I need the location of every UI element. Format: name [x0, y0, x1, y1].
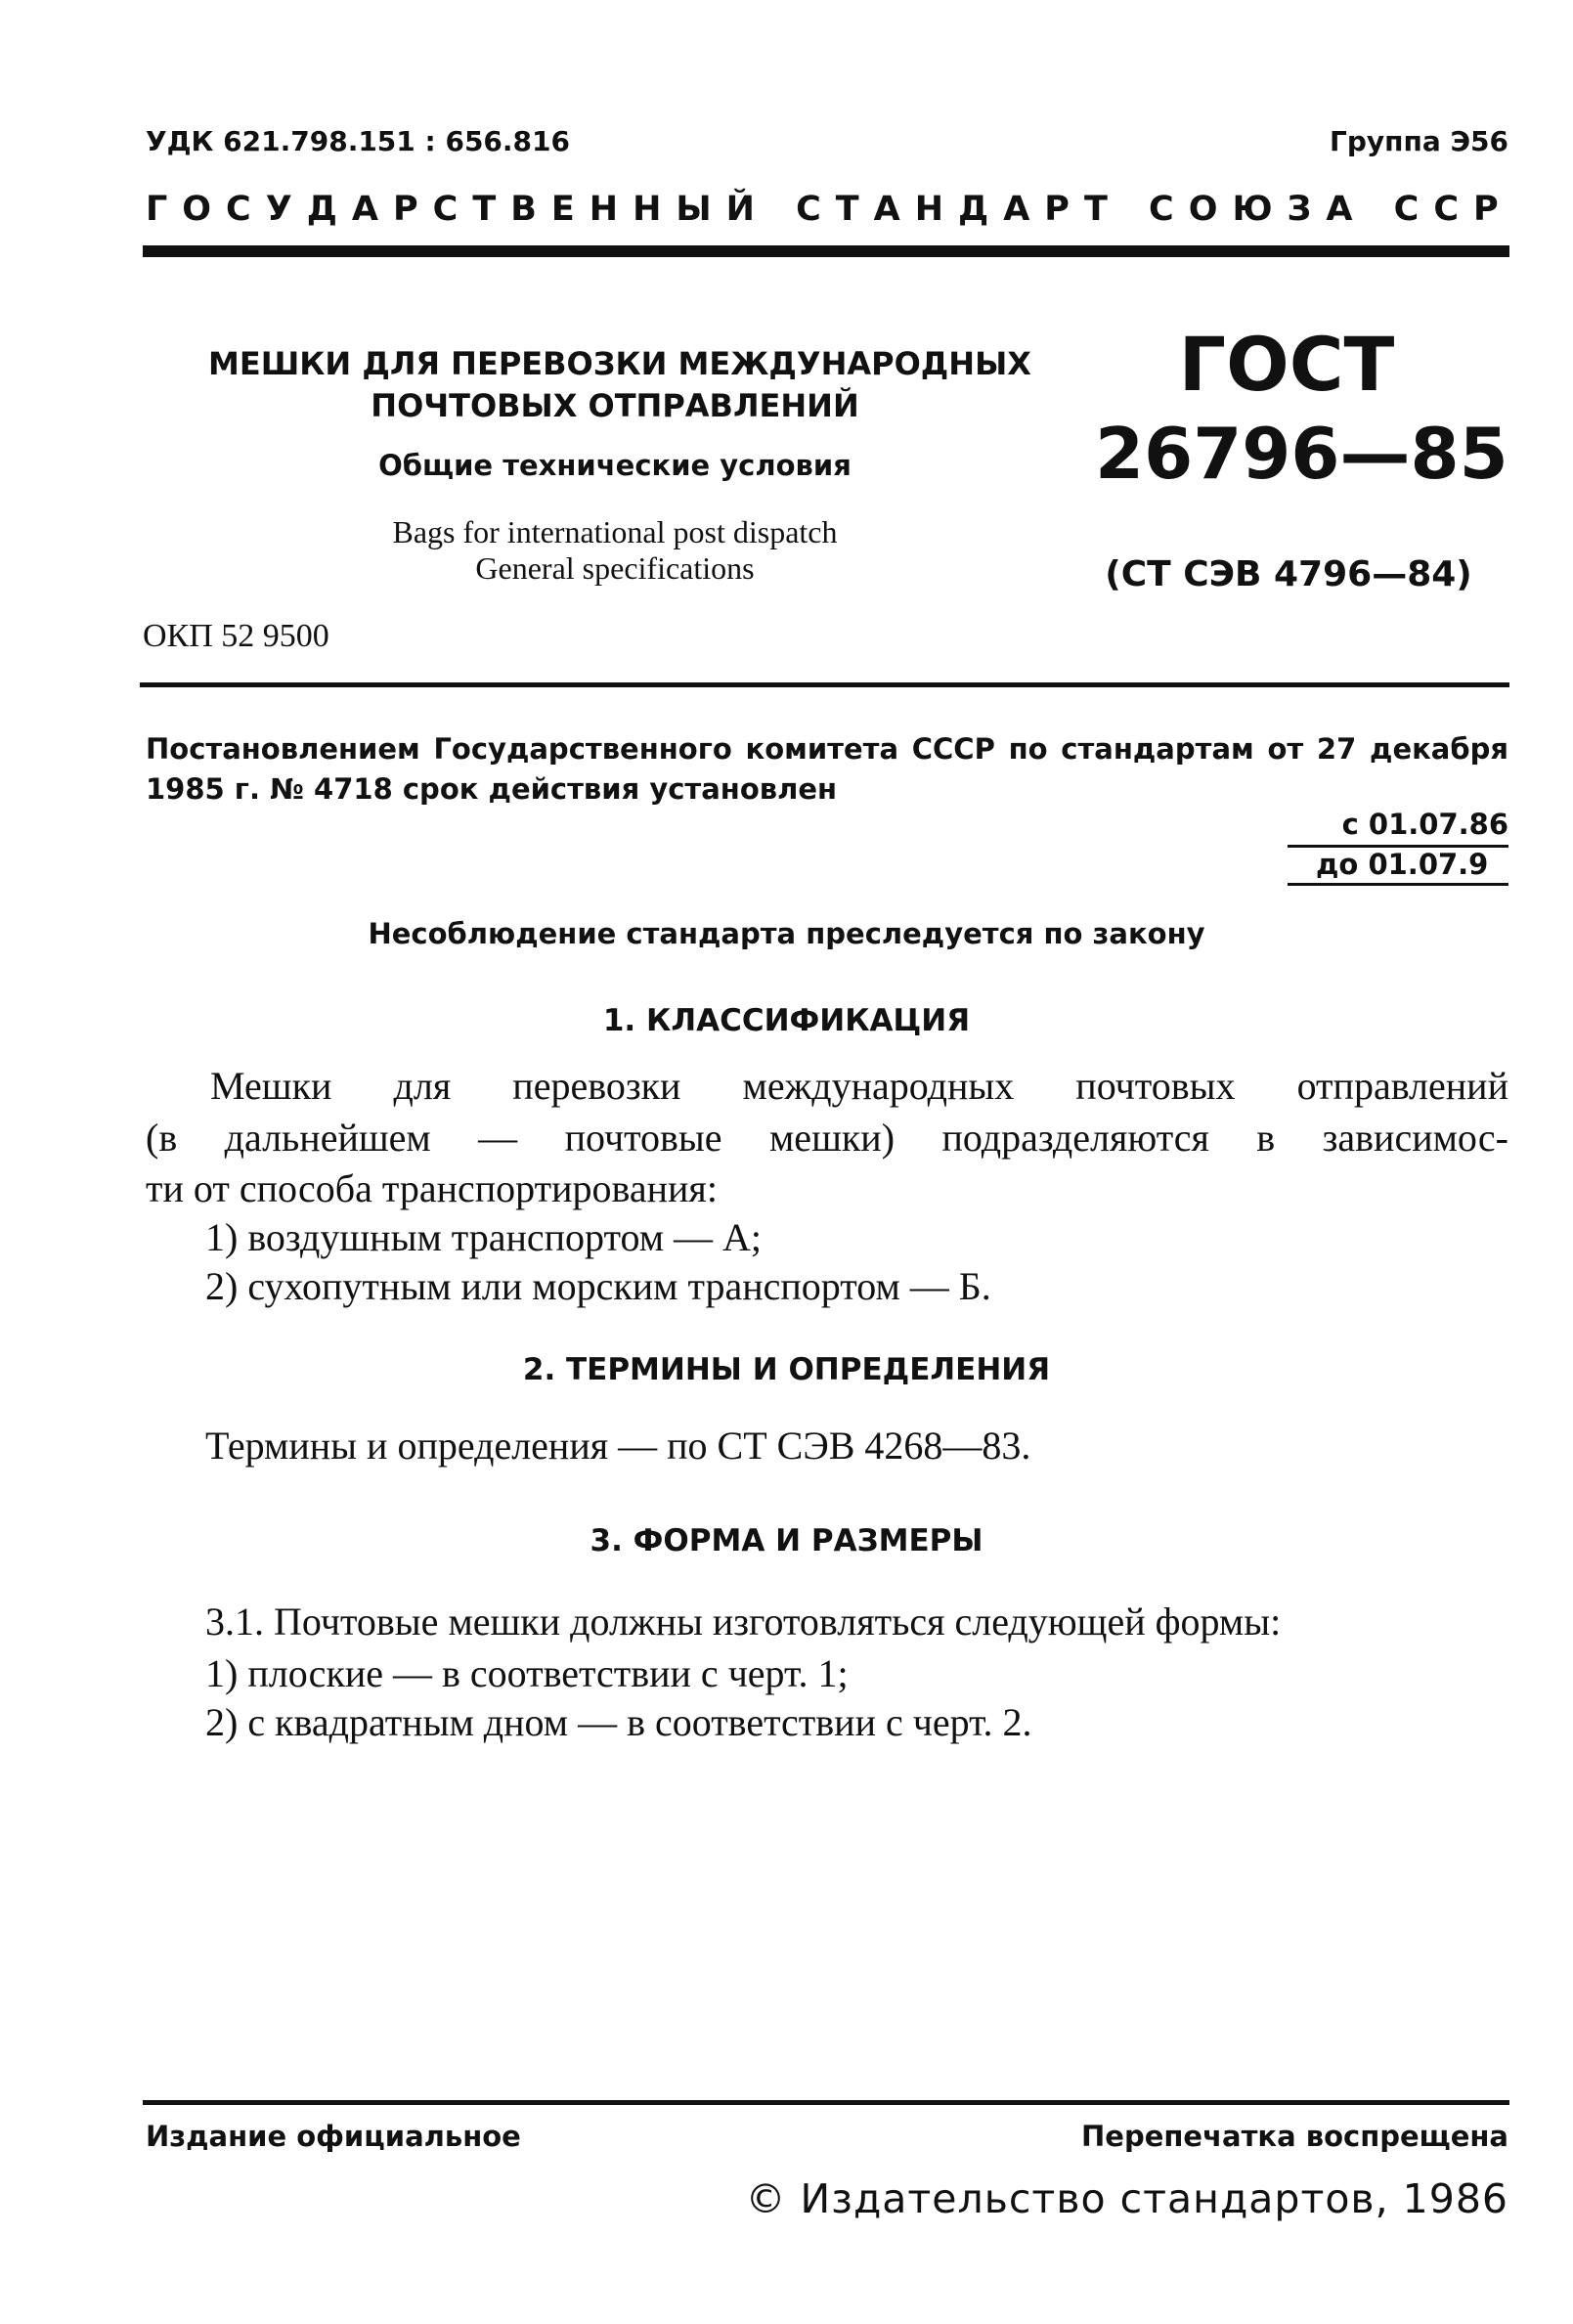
english-subtitle: General specifications [475, 550, 755, 586]
header-thick-rule [143, 245, 1509, 257]
section1-para-line3: ти от способа транспортирования: [146, 1166, 718, 1210]
law-notice: Несоблюдение стандарта преследуется по закону [368, 917, 1205, 950]
section3-heading: 3. ФОРМА И РАЗМЕРЫ [590, 1523, 983, 1558]
section1-para-line2: (в дальнейшем — почтовые мешки) подразделяются в зависимос- [146, 1116, 1508, 1160]
gost-number: 26796—85 [1095, 413, 1508, 495]
st-sev-reference: (СТ СЭВ 4796—84) [1105, 554, 1472, 594]
udk-code: УДК 621.798.151 : 656.816 [146, 125, 570, 157]
footer-rule [143, 2100, 1509, 2105]
doc-title-line2: ПОЧТОВЫХ ОТПРАВЛЕНИЙ [371, 387, 859, 424]
reprint-prohibited: Перепечатка воспрещена [1081, 2120, 1508, 2153]
official-edition: Издание официальное [146, 2120, 521, 2153]
group-code: Группа Э56 [1330, 125, 1508, 157]
doc-title-line1: МЕШКИ ДЛЯ ПЕРЕВОЗКИ МЕЖДУНАРОДНЫХ [208, 345, 1031, 382]
validity-rule-bottom [1288, 883, 1508, 886]
section1-para-line1: Мешки для перевозки международных почтовых отправлений [210, 1064, 1508, 1108]
decree-line2: 1985 г. № 4718 срок действия установлен [146, 772, 838, 806]
copyright-notice: © Издательство стандартов, 1986 [745, 2175, 1508, 2222]
english-title: Bags for international post dispatch [392, 514, 838, 549]
section2-text: Термины и определения — по СТ СЭВ 4268—83. [205, 1424, 1031, 1468]
section3-item1: 1) плоские — в соответствии с черт. 1; [205, 1651, 849, 1695]
state-standard-banner: ГОСУДАРСТВЕННЫЙ СТАНДАРТ СОЮЗА ССР [146, 190, 1513, 229]
doc-subtitle: Общие технические условия [378, 449, 852, 482]
section1-item2: 2) сухопутным или морским транспортом — Б. [205, 1264, 991, 1308]
section3-line1: 3.1. Почтовые мешки должны изготовляться следующей формы: [205, 1600, 1282, 1644]
title-block-rule [140, 682, 1509, 687]
validity-from: с 01.07.86 [1341, 808, 1508, 841]
section1-heading: 1. КЛАССИФИКАЦИЯ [602, 1003, 971, 1038]
section2-heading: 2. ТЕРМИНЫ И ОПРЕДЕЛЕНИЯ [522, 1352, 1051, 1387]
okp-code: ОКП 52 9500 [143, 618, 329, 654]
section3-item2: 2) с квадратным дном — в соответствии с черт. 2. [205, 1700, 1032, 1744]
validity-to: до 01.07.9 [1316, 848, 1489, 881]
section1-item1: 1) воздушным транспортом — А; [205, 1215, 763, 1259]
gost-label: ГОСТ [1178, 321, 1395, 408]
decree-line1: Постановлением Государственного комитета СССР по стандартам от 27 декабря [146, 732, 1508, 766]
